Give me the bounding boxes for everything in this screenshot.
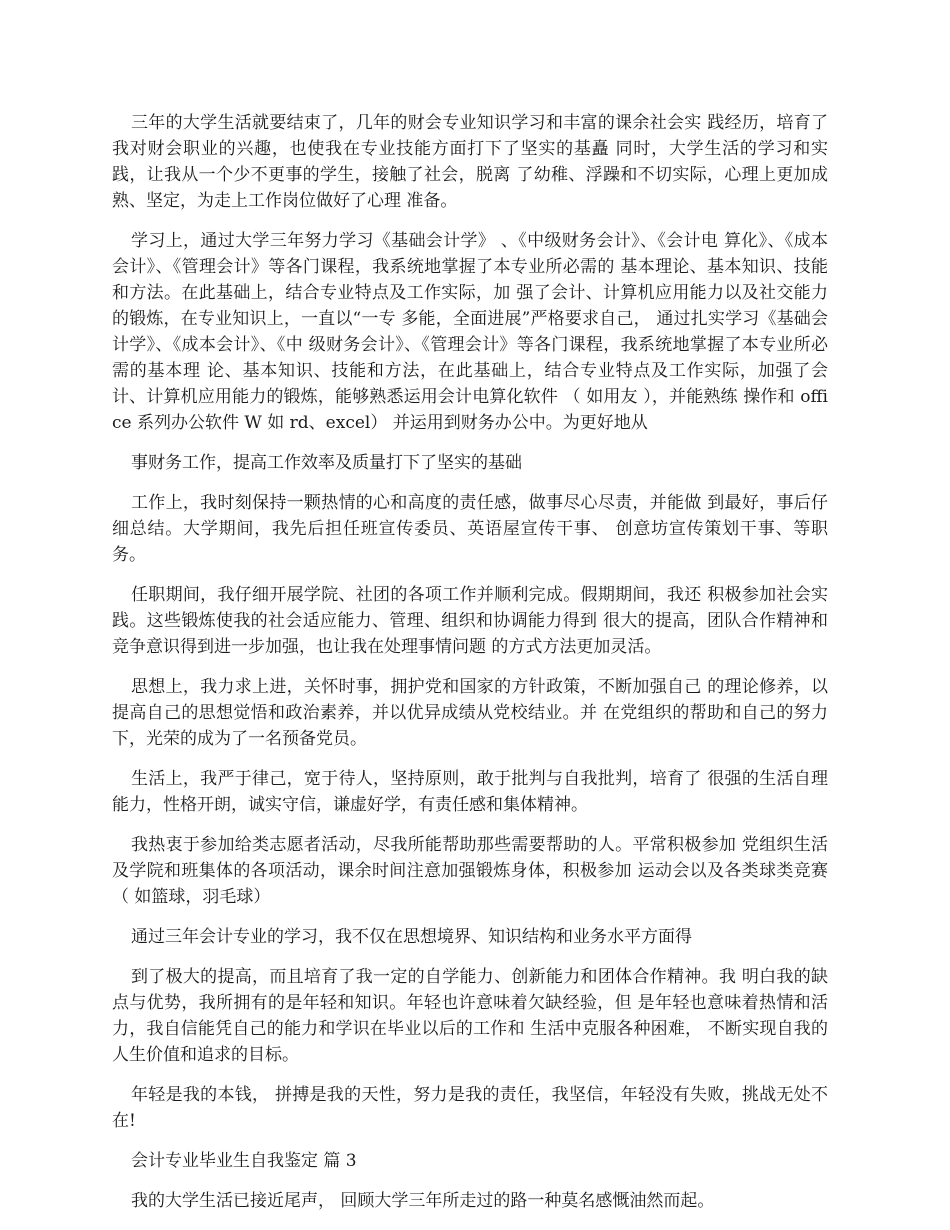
- paragraph-3: 事财务工作，提高工作效率及质量打下了坚实的基础: [131, 453, 522, 473]
- section-heading: 会计专业毕业生自我鉴定 篇 3: [131, 1151, 357, 1171]
- paragraph-4: 工作上，我时刻保持一颗热情的心和高度的责任感，做事尽心尽责，并能做 到最好，事后仔细总结。大学期间，我先后担任班宣传委员、英语屋宣传干事、 创意坊宣传策划干事、等职务。: [112, 493, 828, 565]
- document-body: [112, 110, 828, 1228]
- paragraph-12: 我的大学生活已接近尾声， 回顾大学三年所走过的路一种莫名感慨油然而起。: [131, 1191, 715, 1211]
- paragraph-1: 三年的大学生活就要结束了，几年的财会专业知识学习和丰富的课余社会实 践经历，培育了我对财会职业的兴趣，也使我在专业技能方面打下了坚实的基矗 同时，大学生活的学习和实践，让我从一个少不更事的学生，接触了社会，脱离 了幼稚、浮躁和不切实际，心理上更加成熟、坚定，为走上工作岗位做好了心理 准备。: [112, 113, 828, 211]
- paragraph-8: 我热衷于参加给类志愿者活动，尽我所能帮助那些需要帮助的人。平常积极参加 党组织生活及学院和班集体的各项活动，课余时间注意加强锻炼身体，积极参加 运动会以及各类球类竞赛 （ 如篮球，羽毛球）: [112, 835, 828, 907]
- paragraph-7: 生活上，我严于律己，宽于待人，坚持原则，敢于批判与自我批判，培育了 很强的生活自理能力，性格开朗，诚实守信，谦虚好学，有责任感和集体精神。: [112, 769, 828, 815]
- paragraph-2: 学习上，通过大学三年努力学习《基础会计学》 、《中级财务会计》、《会计电 算化》、《成本会计》、《管理会计》等各门课程，我系统地掌握了本专业所必需的 基本理论、基本知识、技能和方法。在此基础上，结合专业特点及工作实际，加 强了会计、计算机应用能力以及社交能力的锻炼，在专业知识上，一直以“一专 多能，全面进展”严格要求自己， 通过扎实学习《基础会计学》、《成本会计》、《中 级财务会计》、《管理会计》等各门课程，我系统地掌握了本专业所必需的基本理 论、基本知识、技能和方法，在此基础上，结合专业特点及工作实际，加强了会 计、计算机应用能力的锻炼，能够熟悉运用会计电算化软件 （ 如用友 ），并能熟练 操作和 office 系列办公软件 W 如 rd、excel） 并运用到财务办公中。为更好地从: [112, 231, 828, 433]
- paragraph-5: 任职期间，我仔细开展学院、社团的各项工作并顺利完成。假期期间，我还 积极参加社会实践。这些锻炼使我的社会适应能力、管理、组织和协调能力得到 很大的提高，团队合作精神和竞争意识得到进一步加强，也让我在处理事情问题 的方式方法更加灵活。: [112, 585, 828, 657]
- paragraph-9: 通过三年会计专业的学习，我不仅在思想境界、知识结构和业务水平方面得: [131, 927, 692, 947]
- paragraph-6: 思想上，我力求上进，关怀时事，拥护党和国家的方针政策，不断加强自己 的理论修养，以提高自己的思想觉悟和政治素养，并以优异成绩从党校结业。并 在党组织的帮助和自己的努力下，光荣的成为了一名预备党员。: [112, 677, 828, 749]
- paragraph-11: 年轻是我的本钱， 拼搏是我的天性，努力是我的责任，我坚信，年轻没有失败，挑战无处不在!: [112, 1085, 828, 1131]
- paragraph-10: 到了极大的提高，而且培育了我一定的自学能力、创新能力和团体合作精神。我 明白我的缺点与优势，我所拥有的是年轻和知识。年轻也许意味着欠缺经验，但 是年轻也意味着热情和活力，我自信能凭自己的能力和学识在毕业以后的工作和 生活中克服各种困难， 不断实现自我的人生价值和追求的目标。: [112, 967, 828, 1065]
